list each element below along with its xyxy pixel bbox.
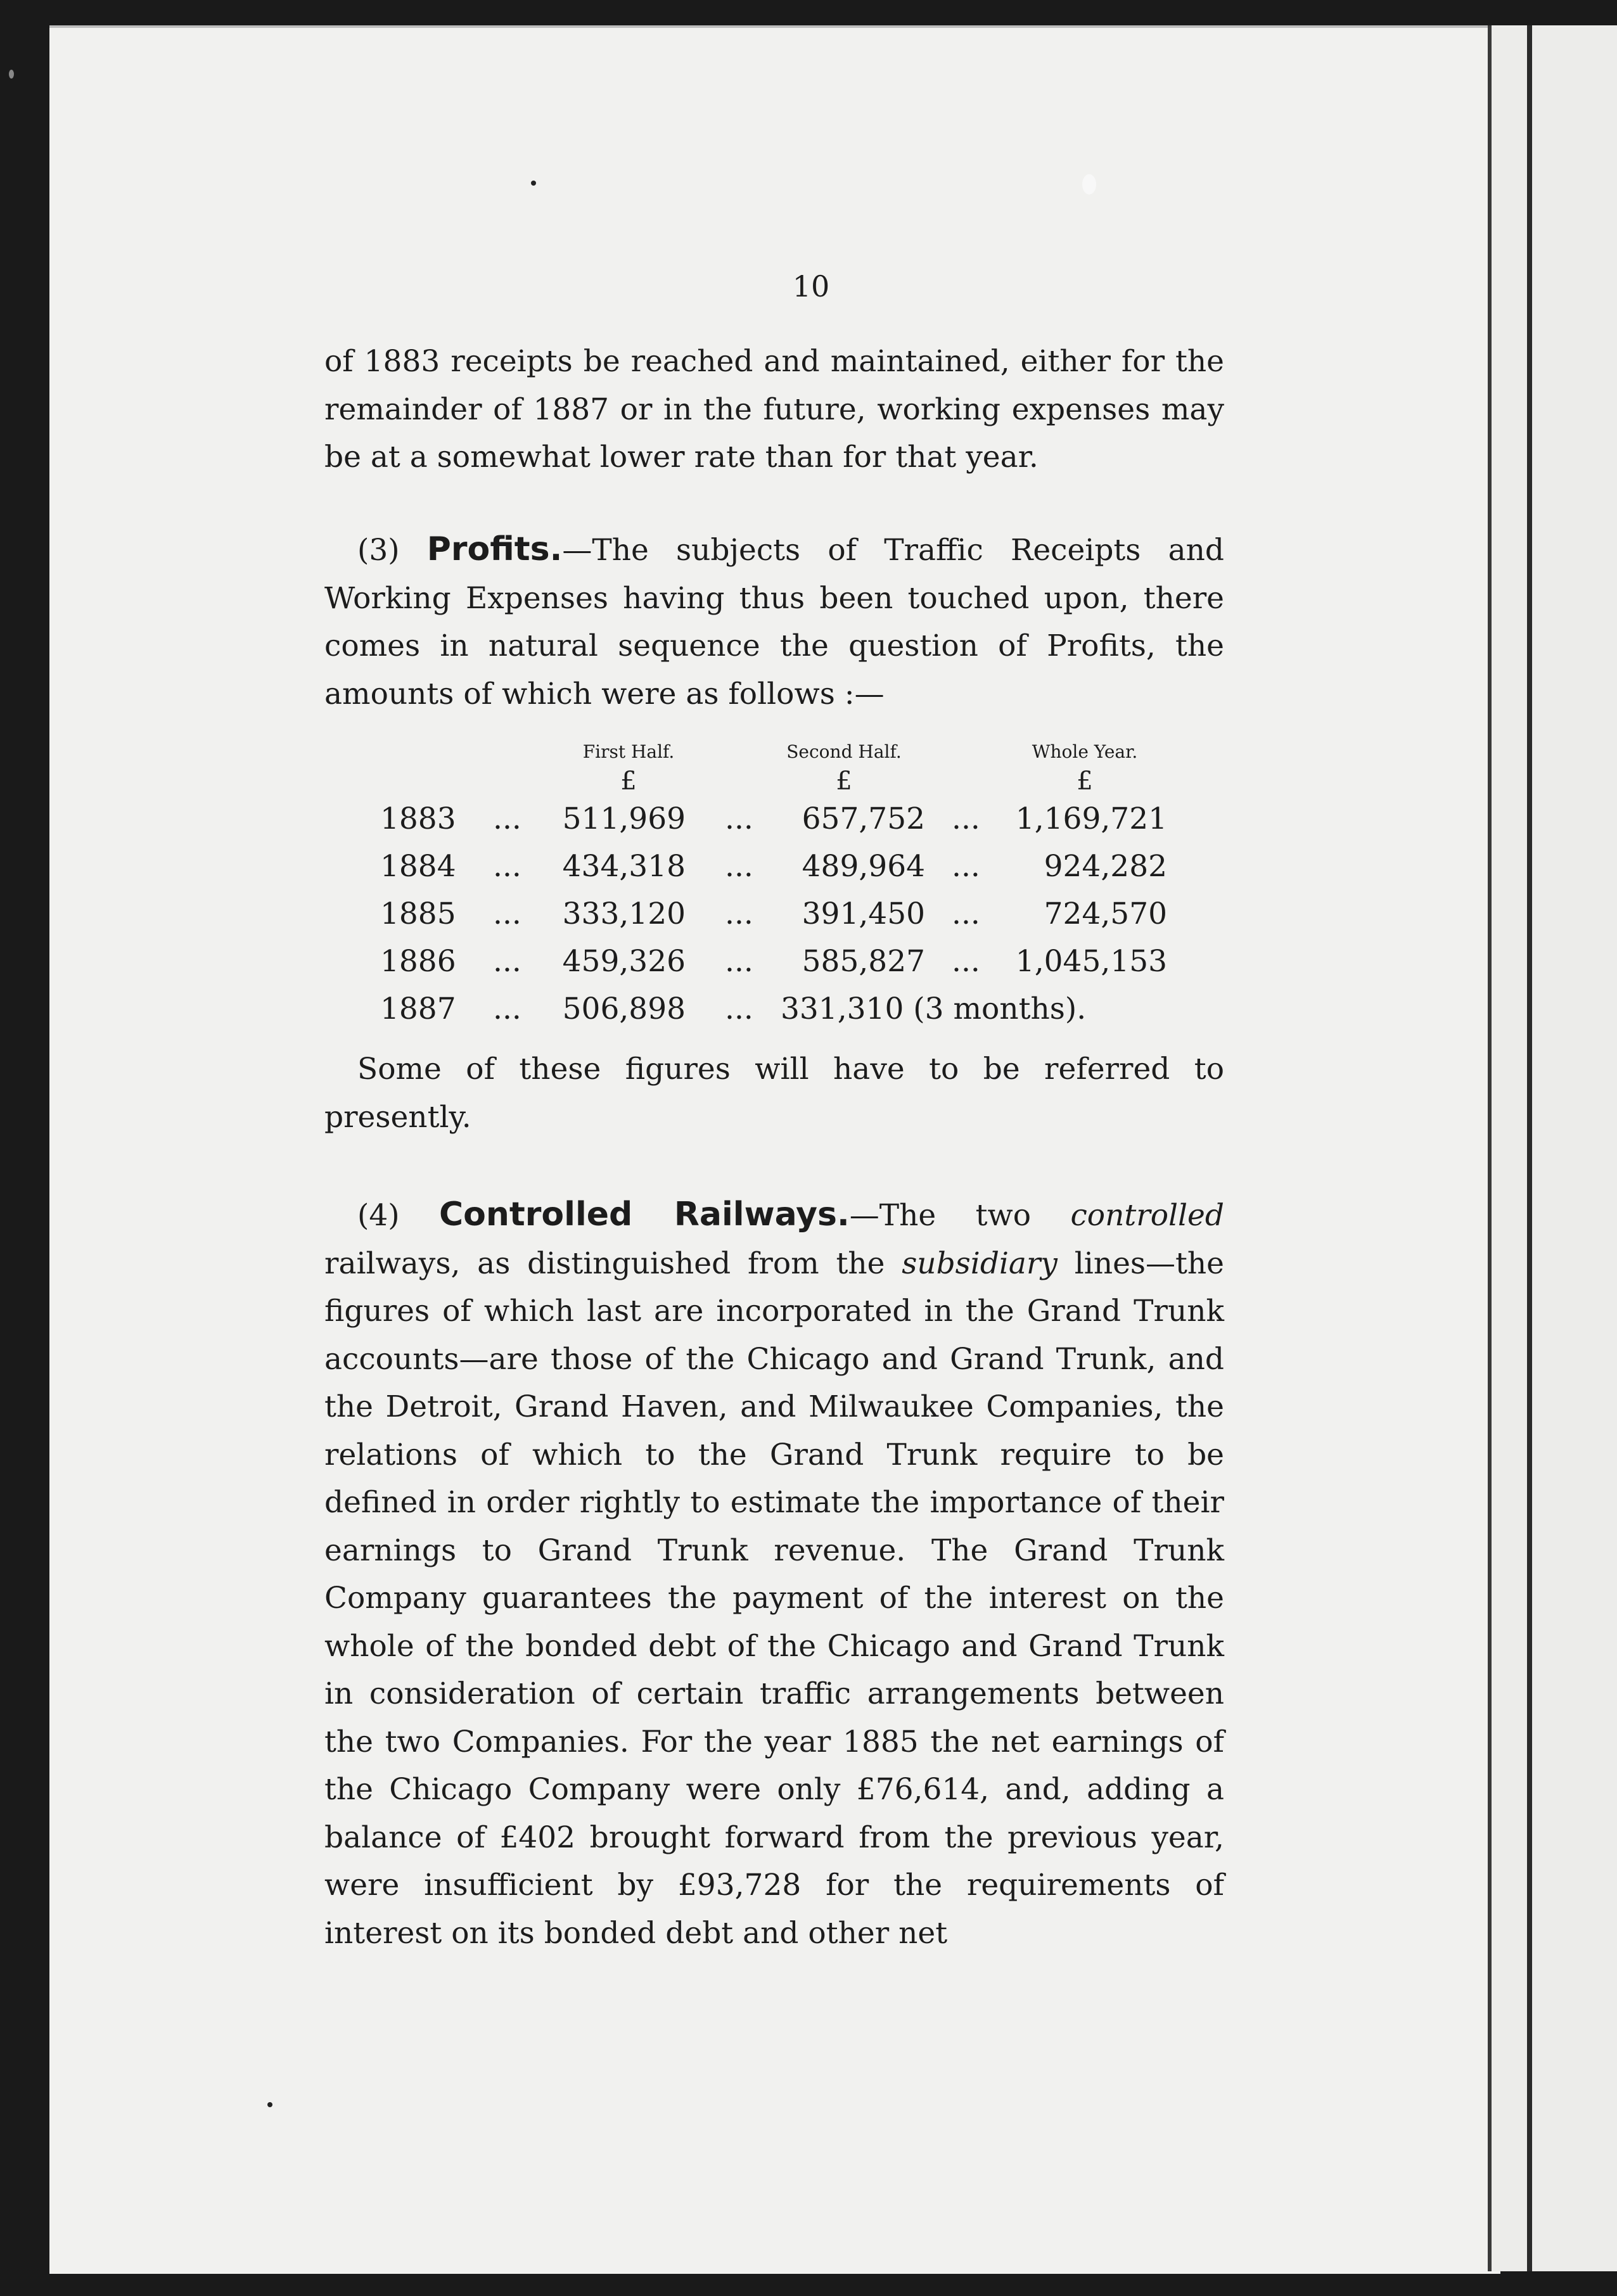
row-year: 1887 <box>380 992 456 1026</box>
page-number: 10 <box>792 269 830 303</box>
column-header-second-half: Second Half. <box>786 741 902 762</box>
italic-term: subsidiary <box>902 1246 1058 1281</box>
paragraph-profits-body: —The subjects of Traffic Receipts and Working Expenses having thus been touched upon, there comes in natural sequence the question of Profits, the amounts of which were as follows :— <box>324 533 1224 711</box>
paragraph-profits <box>324 526 1224 718</box>
italic-term: controlled <box>1070 1198 1224 1233</box>
body-part: railways, as distinguished from the <box>324 1246 902 1281</box>
leader-dots: ... <box>725 801 753 836</box>
column-unit-second-half: £ <box>836 767 852 796</box>
paragraph-profits-text <box>324 526 1224 718</box>
leader-dots: ... <box>725 944 753 979</box>
leader-dots: ... <box>725 849 753 884</box>
second-half-value: 489,964 <box>802 849 925 884</box>
paragraph-controlled-railways-text <box>324 1191 1224 1957</box>
scan-speck <box>267 2102 272 2107</box>
facing-page-edge <box>1492 25 1617 2271</box>
paragraph-3-text: Some of these figures will have to be referred to presently. <box>324 1052 1224 1135</box>
leader-dots: ... <box>493 896 521 931</box>
leader-dots: ... <box>493 801 521 836</box>
column-header-whole-year: Whole Year. <box>1032 741 1138 762</box>
row-year: 1886 <box>380 944 456 979</box>
paragraph-controlled-railways <box>324 1191 1224 1957</box>
scan-speck <box>531 181 536 186</box>
body-part: —The two <box>849 1198 1071 1233</box>
body-part: lines—the figures of which last are incorporated in the Grand Trunk accounts—are those of the Chicago and Grand Trunk, and the Detroit, Grand Haven, and Milwaukee Companies, the relations of which to the Grand Trunk require to be defined in order rightly to estimate the importance of their earnings to Grand Trunk revenue. The Grand Trunk Company guarantees the payment of the interest on the whole of the bonded debt of the Chicago and Grand Trunk in consideration of certain traffic arrangements between the two Companies. For the year 1885 the net earnings of the Chicago Company were only £76,614, and, adding a balance of £402 brought forward from the previous year, were insufficient by £93,728 for the requirements of interest on its bonded debt and other net <box>324 1246 1224 1951</box>
leader-dots: ... <box>952 849 980 884</box>
section-heading-profits: Profits. <box>426 530 563 568</box>
column-unit-first-half: £ <box>620 767 637 796</box>
second-half-value: 331,310 (3 months). <box>781 992 1087 1026</box>
section-number: (3) <box>357 533 400 568</box>
column-unit-whole-year: £ <box>1077 767 1093 796</box>
scan-speck <box>1082 174 1096 195</box>
leader-dots: ... <box>952 801 980 836</box>
leader-dots: ... <box>952 944 980 979</box>
table-row <box>324 992 1224 1040</box>
row-year: 1884 <box>380 849 456 884</box>
row-year: 1883 <box>380 801 456 836</box>
first-half-value: 511,969 <box>562 801 686 836</box>
paragraph-1-text: of 1883 receipts be reached and maintained, either for the remainder of 1887 or in the future, working expenses may be at a somewhat lower rate than for that year. <box>324 344 1224 475</box>
table-row <box>324 944 1224 992</box>
row-year: 1885 <box>380 896 456 931</box>
paragraph-1 <box>324 338 1224 482</box>
whole-year-value: 1,045,153 <box>1015 944 1167 979</box>
leader-dots: ... <box>493 849 521 884</box>
whole-year-value: 1,169,721 <box>1015 801 1167 836</box>
column-header-first-half: First Half. <box>582 741 675 762</box>
first-half-value: 459,326 <box>562 944 686 979</box>
paragraph-3 <box>324 1045 1224 1141</box>
scan-speck <box>9 70 14 79</box>
leader-dots: ... <box>952 896 980 931</box>
section-heading-controlled-railways: Controlled Railways. <box>439 1196 850 1234</box>
second-half-value: 391,450 <box>802 896 925 931</box>
whole-year-value: 924,282 <box>1044 849 1167 884</box>
section-number: (4) <box>357 1198 400 1233</box>
second-half-value: 585,827 <box>802 944 925 979</box>
leader-dots: ... <box>493 944 521 979</box>
table-row <box>324 896 1224 945</box>
leader-dots: ... <box>725 896 753 931</box>
whole-year-value: 724,570 <box>1044 896 1167 931</box>
first-half-value: 434,318 <box>562 849 686 884</box>
leader-dots: ... <box>725 992 753 1026</box>
second-half-value: 657,752 <box>802 801 925 836</box>
leader-dots: ... <box>493 992 521 1026</box>
table-row <box>324 849 1224 897</box>
first-half-value: 333,120 <box>562 896 686 931</box>
facing-page-fold <box>1527 25 1532 2271</box>
table-row <box>324 801 1224 850</box>
first-half-value: 506,898 <box>562 992 686 1026</box>
